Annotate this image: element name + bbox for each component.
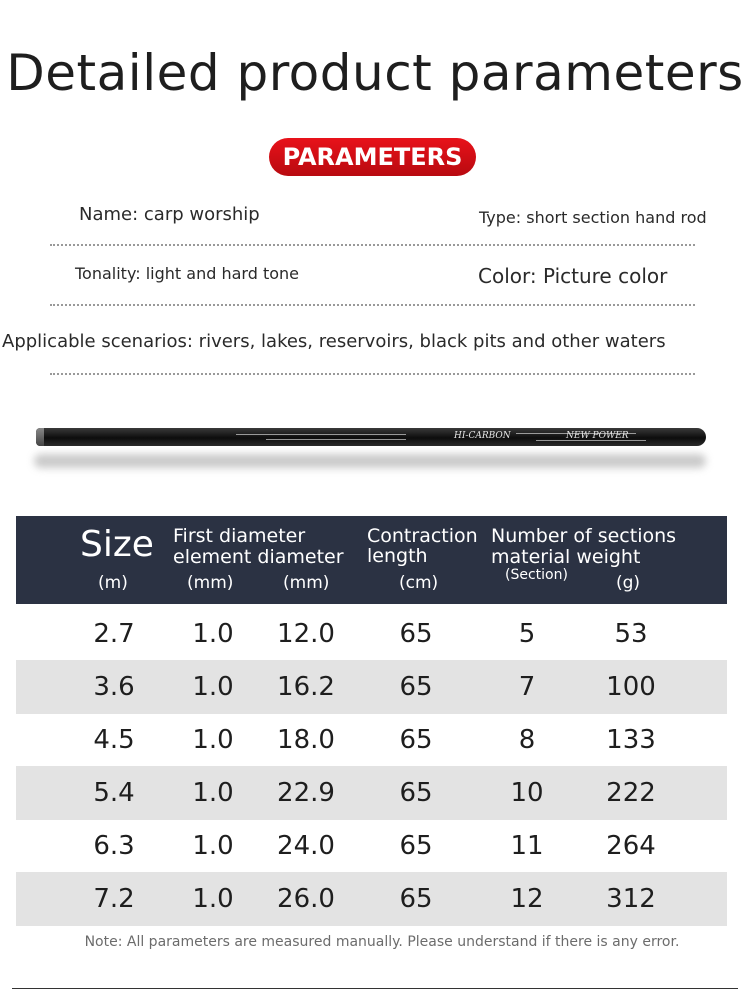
table-row: [16, 607, 727, 661]
header-contraction: Contraction: [367, 525, 478, 547]
table-cell: 6.3: [93, 831, 135, 861]
table-cell: 133: [606, 725, 656, 755]
table-row: [16, 819, 727, 873]
table-cell: 53: [614, 619, 648, 649]
table-cell: 7.2: [93, 884, 135, 914]
header-contraction-unit: (cm): [399, 573, 439, 593]
table-cell: 1.0: [192, 884, 234, 914]
rod-brand-text: NEW POWER: [566, 431, 629, 441]
table-cell: 264: [606, 831, 656, 861]
table-cell: 16.2: [277, 672, 335, 702]
bottom-divider: [12, 988, 738, 989]
header-contraction-length: length: [367, 545, 428, 567]
rod-decor-line: [236, 434, 406, 435]
table-cell: 1.0: [192, 831, 234, 861]
table-cell: 18.0: [277, 725, 335, 755]
applicable-scenarios: Applicable scenarios: rivers, lakes, reservoirs, black pits and other waters: [2, 331, 666, 352]
rod-decor-line: [266, 439, 406, 440]
table-cell: 2.7: [93, 619, 135, 649]
table-cell: 65: [399, 725, 433, 755]
header-sections-unit: (Section): [505, 567, 568, 583]
table-cell: 8: [518, 725, 536, 755]
product-tonality: Tonality: light and hard tone: [75, 264, 299, 283]
product-type: Type: short section hand rod: [479, 208, 707, 227]
rod-brand-text: HI-CARBON: [454, 431, 511, 441]
table-cell: 222: [606, 778, 656, 808]
rod-end-cap: [36, 428, 44, 446]
table-cell: 1.0: [192, 619, 234, 649]
header-weight: material weight: [491, 546, 641, 568]
table-cell: 5.4: [93, 778, 135, 808]
table-cell: 4.5: [93, 725, 135, 755]
dotted-divider: [50, 304, 695, 306]
table-cell: 1.0: [192, 725, 234, 755]
table-cell: 65: [399, 619, 433, 649]
table-cell: 10: [510, 778, 544, 808]
table-cell: 24.0: [277, 831, 335, 861]
table-cell: 65: [399, 831, 433, 861]
table-cell: 11: [510, 831, 544, 861]
table-row: [16, 660, 727, 714]
table-cell: 65: [399, 884, 433, 914]
table-row: [16, 713, 727, 767]
dotted-divider: [50, 244, 695, 246]
header-sections: Number of sections: [491, 525, 677, 547]
table-cell: 7: [518, 672, 536, 702]
header-size-unit: (m): [98, 573, 128, 593]
header-element-diameter: element diameter: [173, 546, 344, 568]
rod-shadow: [34, 454, 706, 468]
header-first-diameter: First diameter: [173, 525, 306, 547]
table-cell: 1.0: [192, 778, 234, 808]
header-first-unit: (mm): [187, 573, 234, 593]
product-color: Color: Picture color: [478, 264, 668, 288]
page-title: Detailed product parameters: [6, 44, 744, 102]
table-cell: 1.0: [192, 672, 234, 702]
table-row: [16, 766, 727, 820]
measurement-note: Note: All parameters are measured manually. Please understand if there is any error.: [84, 934, 680, 950]
table-cell: 5: [518, 619, 536, 649]
table-header: [16, 516, 727, 604]
parameters-badge: PARAMETERS: [269, 138, 476, 176]
table-cell: 12.0: [277, 619, 335, 649]
table-row: [16, 872, 727, 926]
table-cell: 100: [606, 672, 656, 702]
header-weight-unit: (g): [616, 573, 641, 593]
table-cell: 312: [606, 884, 656, 914]
fishing-rod-image: [36, 428, 706, 446]
header-size: Size: [80, 524, 154, 565]
dotted-divider: [50, 373, 695, 375]
table-cell: 3.6: [93, 672, 135, 702]
table-cell: 26.0: [277, 884, 335, 914]
table-cell: 65: [399, 778, 433, 808]
header-element-unit: (mm): [283, 573, 330, 593]
product-name: Name: carp worship: [79, 204, 260, 225]
table-cell: 22.9: [277, 778, 335, 808]
table-cell: 12: [510, 884, 544, 914]
table-cell: 65: [399, 672, 433, 702]
